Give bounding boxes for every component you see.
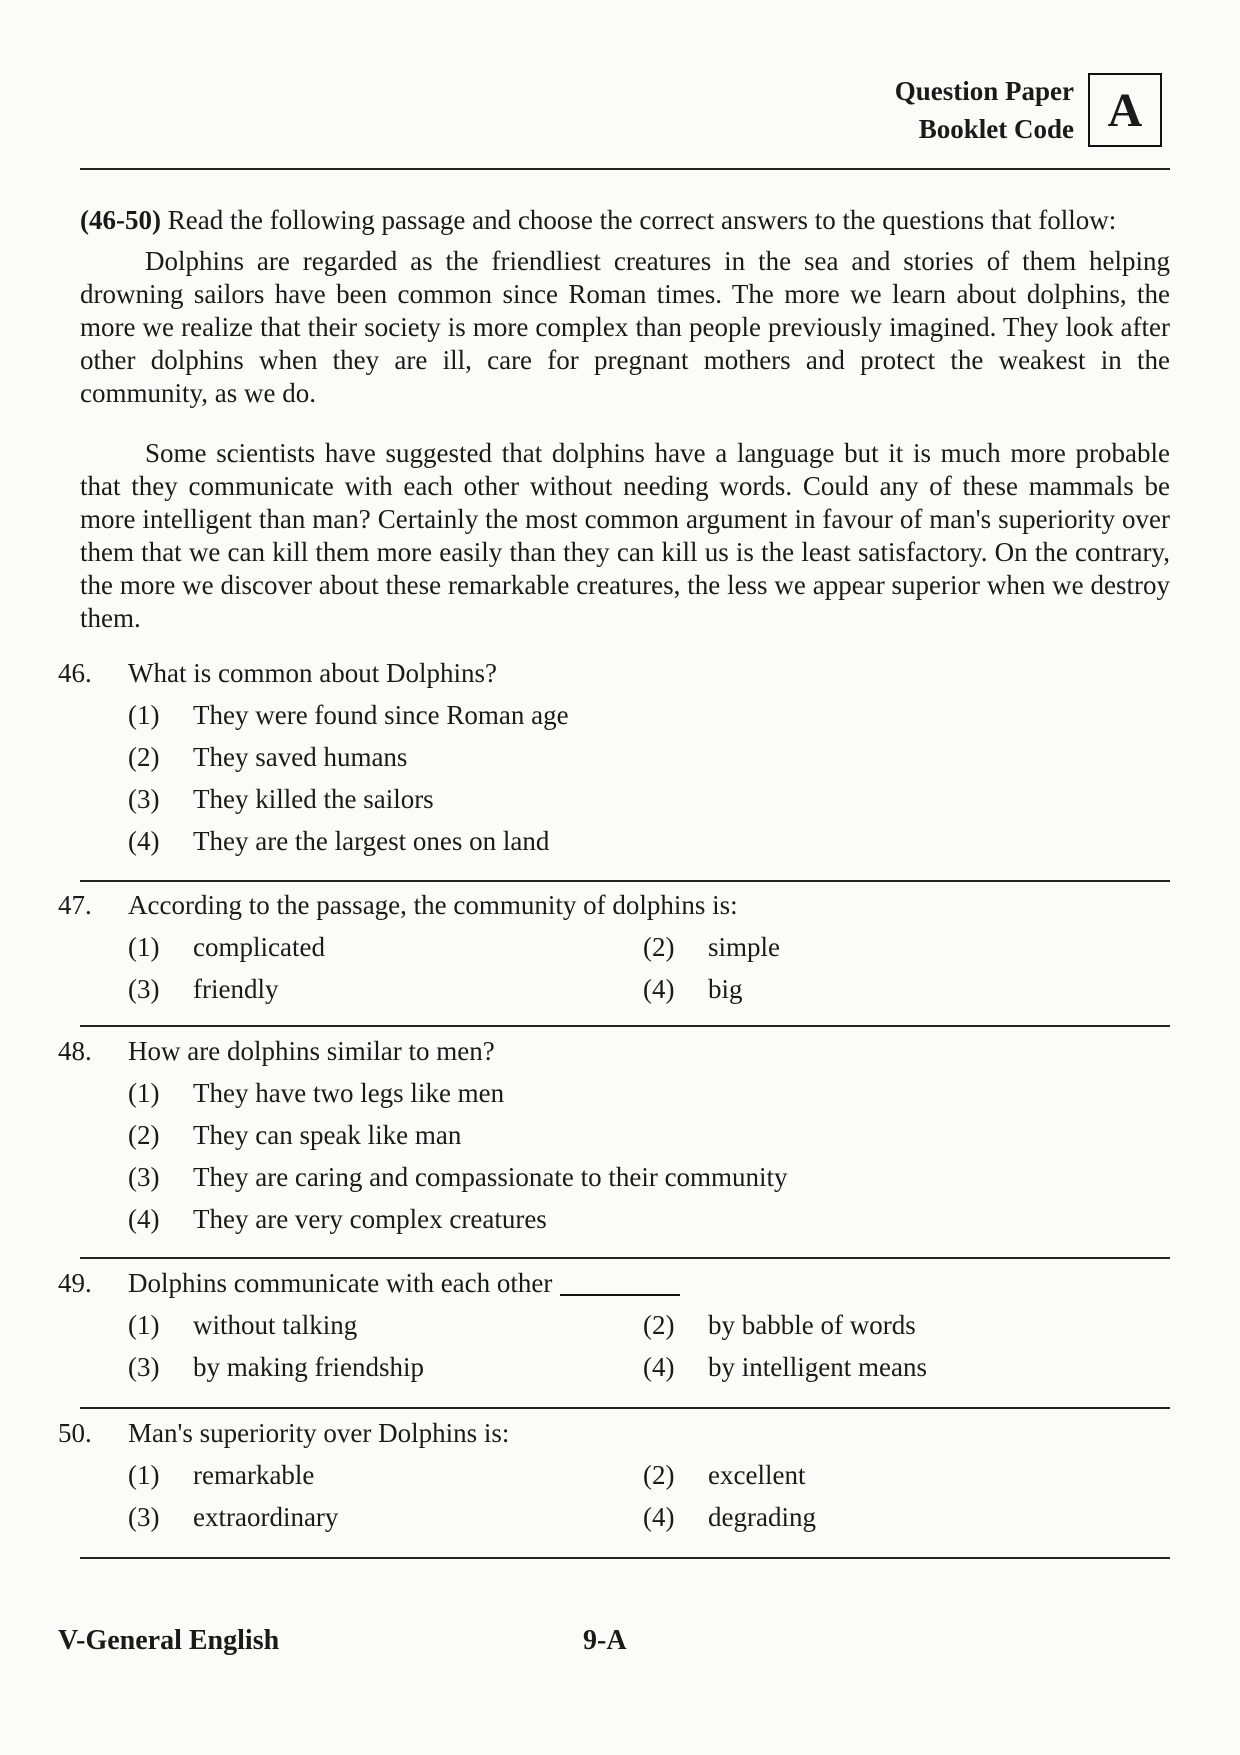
instruction [80, 204, 1170, 237]
question-divider [80, 1557, 1170, 1559]
question-49 [58, 1262, 1168, 1388]
option-text: complicated [193, 931, 325, 962]
option-4[interactable] [643, 974, 743, 1005]
passage-paragraph-1: Dolphins are regarded as the friendliest creatures in the sea and stories of them helping drowning sailors have been common since Roman times. The more we learn about dolphins, the more we realize that their society is more complex than people previously imagined. They look after other dolphins when they are ill, care for pregnant mothers and protect the weakest in the community, as we do. [80, 246, 1170, 408]
option-text: excellent [708, 1459, 806, 1490]
question-number: 47. [58, 889, 92, 920]
option-number: (2) [128, 741, 160, 772]
question-divider [80, 1407, 1170, 1409]
question-divider [80, 1257, 1170, 1259]
option-3[interactable] [128, 784, 1028, 815]
question-range: (46-50) [80, 205, 161, 235]
question-number: 46. [58, 657, 92, 688]
question-text: According to the passage, the community of dolphins is: [128, 889, 738, 920]
booklet-code-box: A [1088, 73, 1162, 147]
option-1[interactable] [128, 932, 643, 963]
option-4[interactable] [643, 1502, 816, 1533]
option-1[interactable] [128, 1078, 1028, 1109]
option-3[interactable] [128, 1352, 643, 1383]
option-text: They have two legs like men [193, 1077, 505, 1108]
option-text: They are the largest ones on land [193, 825, 550, 856]
option-text: extraordinary [193, 1501, 339, 1532]
option-number: (3) [128, 1501, 160, 1532]
question-divider [80, 880, 1170, 882]
option-number: (3) [128, 1161, 160, 1192]
question-divider [80, 1025, 1170, 1027]
option-text: degrading [708, 1501, 816, 1532]
question-number: 49. [58, 1267, 92, 1298]
option-text: by making friendship [193, 1351, 424, 1382]
option-number: (4) [643, 1501, 675, 1532]
option-2[interactable] [643, 932, 780, 963]
option-text: They can speak like man [193, 1119, 462, 1150]
option-number: (2) [128, 1119, 160, 1150]
option-number: (4) [643, 973, 675, 1004]
option-2[interactable] [643, 1310, 916, 1341]
header-divider [80, 168, 1170, 170]
booklet-label-line1: Question Paper [894, 76, 1074, 106]
option-text: remarkable [193, 1459, 315, 1490]
option-number: (1) [128, 1077, 160, 1108]
option-number: (2) [643, 931, 675, 962]
option-text: They are caring and compassionate to their community [193, 1161, 788, 1192]
option-1[interactable] [128, 1310, 643, 1341]
subject-label: V-General English [58, 1625, 280, 1656]
option-number: (1) [128, 1309, 160, 1340]
option-number: (4) [128, 825, 160, 856]
instruction-text: Read the following passage and choose the correct answers to the questions that follow: [160, 205, 1117, 235]
answer-blank [560, 1270, 680, 1296]
option-text: They saved humans [193, 741, 408, 772]
option-1[interactable] [128, 1460, 643, 1491]
option-number: (3) [128, 783, 160, 814]
question-50 [58, 1412, 1168, 1538]
question-number: 50. [58, 1417, 92, 1448]
question-text: Dolphins communicate with each other [128, 1267, 553, 1298]
option-3[interactable] [128, 974, 643, 1005]
option-text: They are very complex creatures [193, 1203, 547, 1234]
question-number: 48. [58, 1035, 92, 1066]
booklet-code-block [895, 72, 1162, 148]
option-number: (1) [128, 931, 160, 962]
option-number: (3) [128, 1351, 160, 1382]
option-text: They were found since Roman age [193, 699, 569, 730]
option-4[interactable] [128, 826, 1028, 857]
passage-paragraph-2: Some scientists have suggested that dolphins have a language but it is much more probable that they communicate with each other without needing words. Could any of these mammals be more intelligent than man? Certainly the most common argument in favour of man's superiority over them that we can kill them more easily than they can kill us is the least satisfactory. On the contrary, the more we discover about these remarkable creatures, the less we appear superior when we destroy them. [80, 438, 1170, 633]
option-number: (4) [128, 1203, 160, 1234]
page-number: 9-A [583, 1625, 627, 1656]
option-text: simple [708, 931, 780, 962]
option-2[interactable] [643, 1460, 805, 1491]
option-3[interactable] [128, 1502, 643, 1533]
option-number: (4) [643, 1351, 675, 1382]
option-2[interactable] [128, 742, 1028, 773]
option-number: (1) [128, 1459, 160, 1490]
option-number: (2) [643, 1459, 675, 1490]
option-number: (3) [128, 973, 160, 1004]
option-1[interactable] [128, 700, 1028, 731]
question-text: What is common about Dolphins? [128, 657, 497, 688]
option-text: big [708, 973, 743, 1004]
question-text: Man's superiority over Dolphins is: [128, 1417, 510, 1448]
option-text: They killed the sailors [193, 783, 434, 814]
question-47 [58, 884, 1168, 1010]
question-48 [58, 1030, 1168, 1240]
booklet-label-line2: Booklet Code [918, 114, 1074, 144]
option-text: by babble of words [708, 1309, 916, 1340]
booklet-label [895, 72, 1074, 148]
question-46 [58, 652, 1168, 862]
option-3[interactable] [128, 1162, 1028, 1193]
option-number: (2) [643, 1309, 675, 1340]
option-number: (1) [128, 699, 160, 730]
option-4[interactable] [128, 1204, 1028, 1235]
option-4[interactable] [643, 1352, 927, 1383]
option-text: friendly [193, 973, 279, 1004]
option-text: without talking [193, 1309, 358, 1340]
option-text: by intelligent means [708, 1351, 927, 1382]
option-2[interactable] [128, 1120, 1028, 1151]
question-text: How are dolphins similar to men? [128, 1035, 495, 1066]
